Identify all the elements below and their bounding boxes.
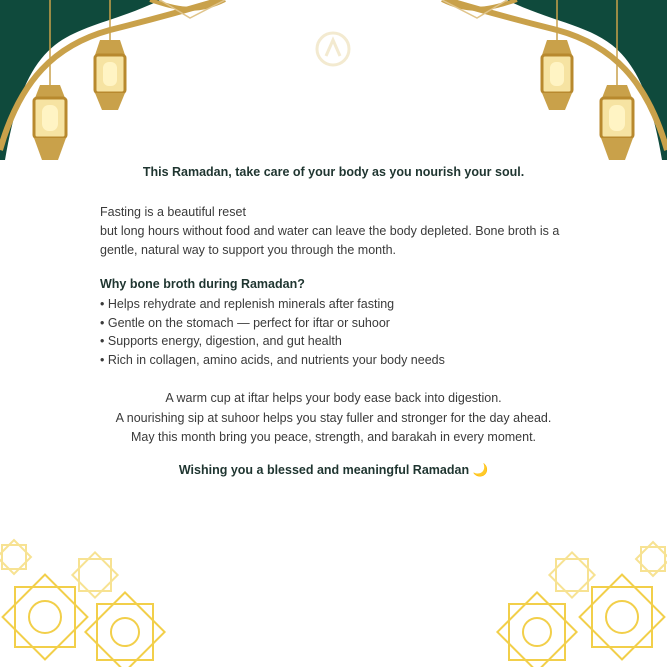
list-item: • Rich in collagen, amino acids, and nutrients your body needs <box>100 351 445 370</box>
benefits-list <box>100 295 445 369</box>
closing-line: May this month bring you peace, strength, and barakah in every moment. <box>130 430 537 444</box>
star-pattern-icon <box>487 537 667 667</box>
star-pattern-icon <box>0 537 180 667</box>
wishes-line <box>0 463 667 478</box>
section-heading: Why bone broth during Ramadan? <box>100 277 305 291</box>
closing-paragraph <box>0 389 667 448</box>
logo-mark <box>314 30 352 68</box>
intro-line: but long hours without food and water can leave the body depleted. Bone broth is a gentle, natural way to support you through the month. <box>100 224 560 257</box>
intro-paragraph <box>100 203 580 260</box>
list-item: • Supports energy, digestion, and gut health <box>100 332 445 351</box>
wishes-text: Wishing you a blessed and meaningful Ramadan <box>178 463 470 477</box>
crescent-moon-icon: 🌙 <box>472 463 489 477</box>
closing-line: A nourishing sip at suhoor helps you stay fuller and stronger for the day ahead. <box>115 410 552 425</box>
headline: This Ramadan, take care of your body as you nourish your soul. <box>142 165 525 179</box>
top-left-arch-decoration <box>0 0 240 175</box>
list-item: • Gentle on the stomach — perfect for iftar or suhoor <box>100 314 445 333</box>
list-item: • Helps rehydrate and replenish minerals after fasting <box>100 295 445 314</box>
top-right-arch-decoration <box>427 0 667 175</box>
intro-line: Fasting is a beautiful reset <box>100 205 246 219</box>
closing-line: A warm cup at iftar helps your body ease back into digestion. <box>165 391 502 405</box>
